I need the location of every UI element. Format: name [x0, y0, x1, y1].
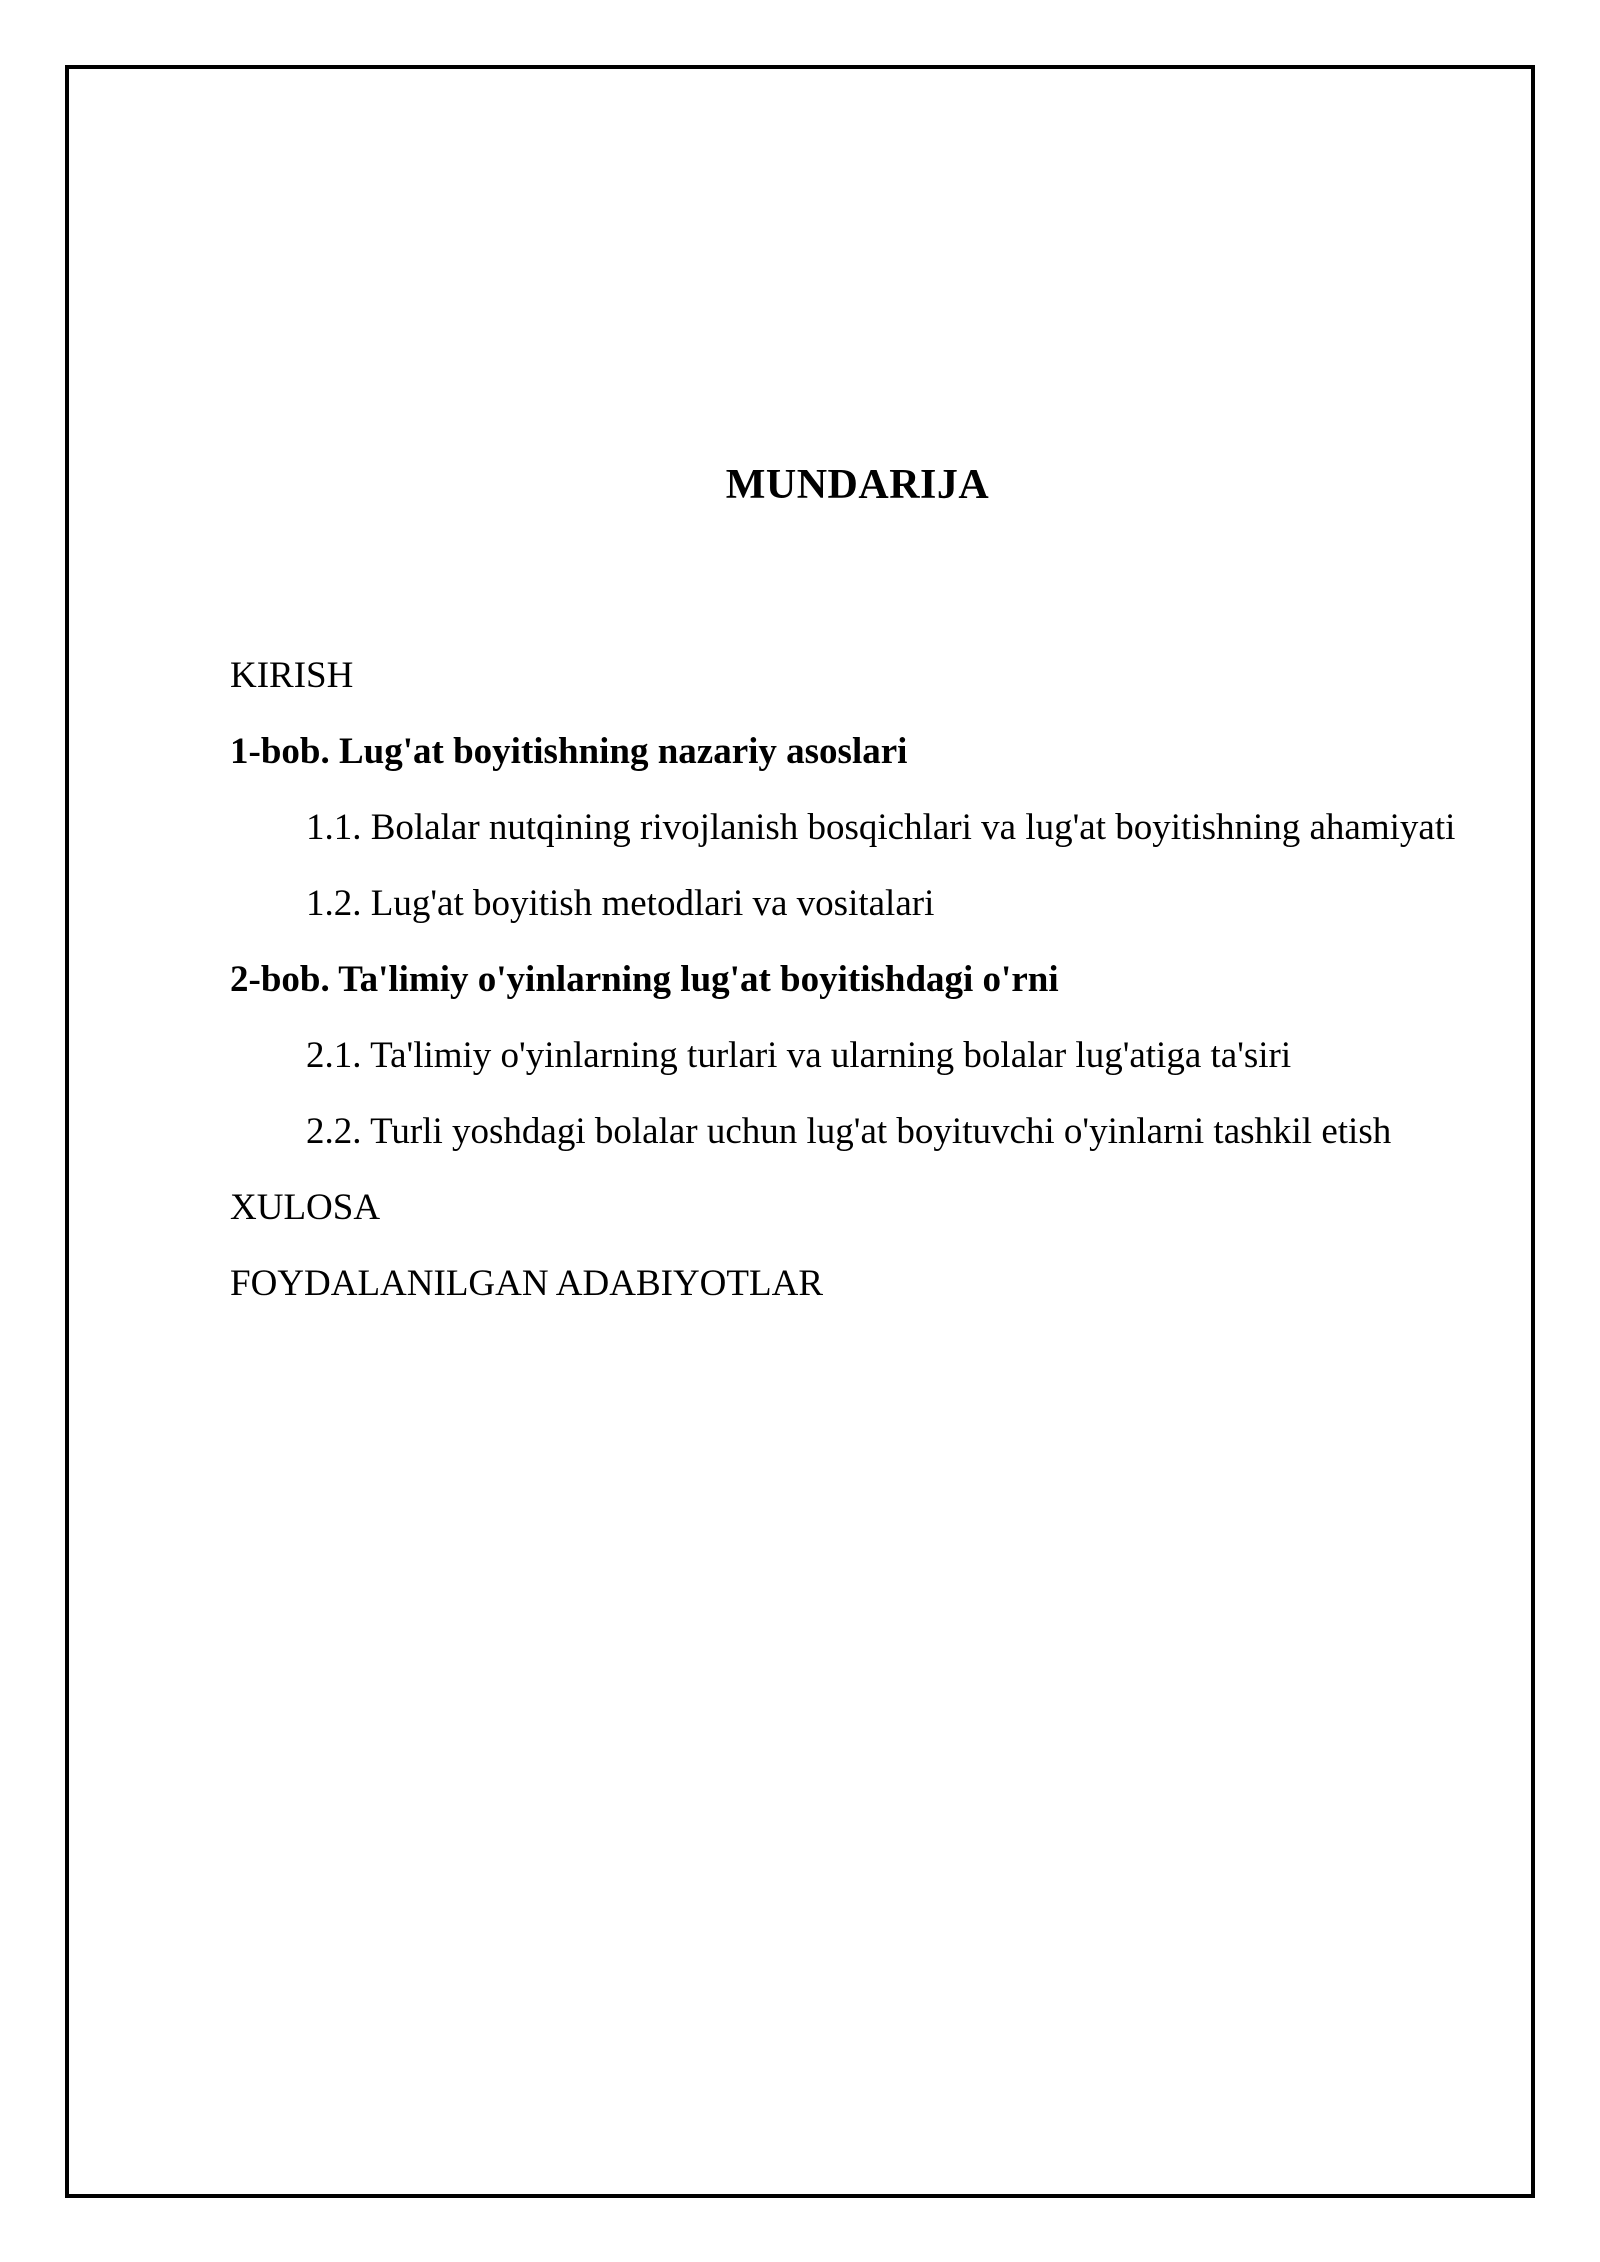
- toc-entry-section-2-2: 2.2. Turli yoshdagi bolalar uchun lug'at boyituvchi o'yinlarni tashkil etish: [306, 1111, 1392, 1152]
- toc-entry-references: FOYDALANILGAN ADABIYOTLAR: [230, 1263, 823, 1304]
- toc-entry-introduction: KIRISH: [230, 655, 354, 696]
- toc-entry-chapter-1: 1-bob. Lug'at boyitishning nazariy asoslari: [230, 731, 908, 772]
- toc-entry-section-1-2: 1.2. Lug'at boyitish metodlari va vositalari: [306, 883, 935, 924]
- toc-entry-section-1-1: 1.1. Bolalar nutqining rivojlanish bosqichlari va lug'at boyitishning ahamiyati: [306, 807, 1456, 848]
- toc-entry-section-2-1: 2.1. Ta'limiy o'yinlarning turlari va ularning bolalar lug'atiga ta'siri: [306, 1035, 1292, 1076]
- table-of-contents: [230, 638, 1530, 1322]
- toc-entry-conclusion: XULOSA: [230, 1187, 381, 1228]
- toc-entry-chapter-2: 2-bob. Ta'limiy o'yinlarning lug'at boyitishdagi o'rni: [230, 959, 1059, 1000]
- page-title: MUNDARIJA: [725, 462, 990, 508]
